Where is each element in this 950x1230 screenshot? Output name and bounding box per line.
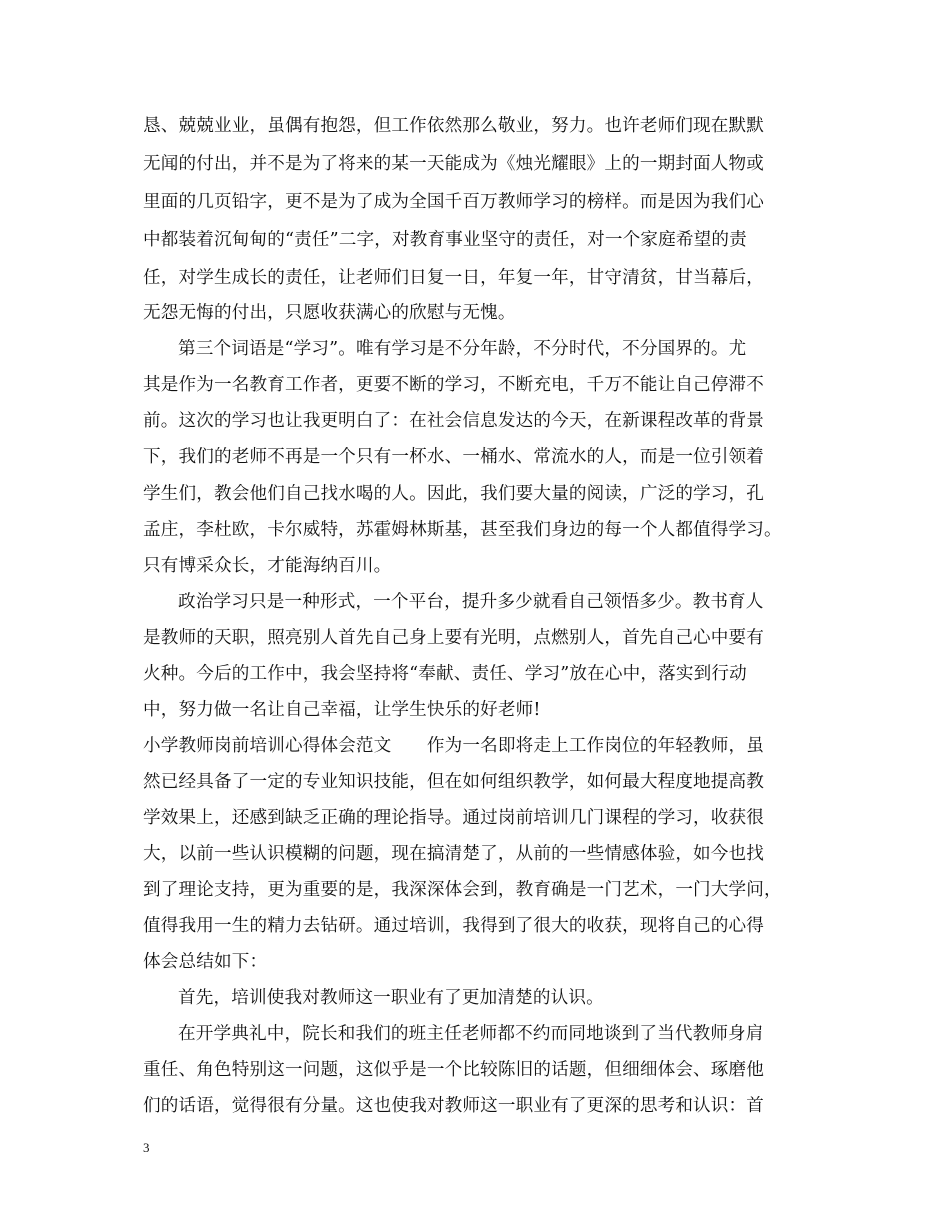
text-line: 只有博采众长，才能海纳百川。 [143, 556, 392, 576]
text-line: 大，以前一些认识模糊的问题，现在搞清楚了，从前的一些情感体验，如今也找 [143, 844, 765, 864]
section-title-line: 小学教师岗前培训心得体会范文 作为一名即将走上工作岗位的年轻教师，虽 [143, 736, 765, 756]
text-line: 中都装着沉甸甸的“责任”二字，对教育事业坚守的责任，对一个家庭希望的责 [143, 230, 747, 250]
text-line: 学生们，教会他们自己找水喝的人。因此，我们要大量的阅读，广泛的学习，孔 [143, 484, 765, 504]
text-line: 恳、兢兢业业，虽偶有抱怨，但工作依然那么敬业，努力。也许老师们现在默默 [143, 116, 765, 136]
text-line: 是教师的天职，照亮别人首先自己身上要有光明，点燃别人，首先自己心中要有 [143, 628, 765, 648]
text-line: 中，努力做一名让自己幸福，让学生快乐的好老师! [143, 700, 541, 720]
text-line: 们的话语，觉得很有分量。这也使我对教师这一职业有了更深的思考和认识：首 [143, 1096, 765, 1116]
text-line: 重任、角色特别这一问题，这似乎是一个比较陈旧的话题，但细细体会、琢磨他 [143, 1060, 765, 1080]
text-line: 任，对学生成长的责任，让老师们日复一日，年复一年，甘守清贫，甘当幕后， [143, 268, 765, 288]
text-line: 到了理论支持，更为重要的是，我深深体会到，教育确是一门艺术，一门大学问， [143, 880, 782, 900]
text-line: 体会总结如下： [143, 952, 268, 972]
paragraph-start-line: 第三个词语是“学习”。唯有学习是不分年龄，不分时代，不分国界的。尤 [178, 339, 747, 359]
paragraph-start-line: 政治学习只是一种形式，一个平台，提升多少就看自己领悟多少。教书育人 [178, 592, 764, 612]
text-line: 下，我们的老师不再是一个只有一杯水、一桶水、常流水的人，而是一位引领着 [143, 447, 765, 467]
paragraph-start-line: 在开学典礼中，院长和我们的班主任老师都不约而同地谈到了当代教师身肩 [178, 1024, 764, 1044]
text-line: 孟庄，李杜欧，卡尔威特，苏霍姆林斯基，甚至我们身边的每一个人都值得学习。 [143, 520, 782, 540]
text-line: 其是作为一名教育工作者，更要不断的学习，不断充电，千万不能让自己停滞不 [143, 375, 765, 395]
text-line: 然已经具备了一定的专业知识技能，但在如何组织教学，如何最大程度地提高教 [143, 772, 765, 792]
text-line: 无怨无悔的付出，只愿收获满心的欣慰与无愧。 [143, 303, 516, 323]
text-line: 火种。今后的工作中，我会坚持将“奉献、责任、学习”放在心中，落实到行动 [143, 664, 747, 684]
text-line: 学效果上，还感到缺乏正确的理论指导。通过岗前培训几门课程的学习，收获很 [143, 808, 765, 828]
text-line: 无闻的付出，并不是为了将来的某一天能成为《烛光耀眼》上的一期封面人物或 [143, 154, 765, 174]
text-line: 里面的几页铅字，更不是为了成为全国千百万教师学习的榜样。而是因为我们心 [143, 192, 765, 212]
page-number: 3 [143, 1140, 150, 1155]
paragraph-start-line: 首先，培训使我对教师这一职业有了更加清楚的认识。 [178, 988, 604, 1008]
text-line: 值得我用一生的精力去钻研。通过培训，我得到了很大的收获，现将自己的心得 [143, 916, 765, 936]
text-line: 前。这次的学习也让我更明白了：在社会信息发达的今天，在新课程改革的背景 [143, 411, 765, 431]
